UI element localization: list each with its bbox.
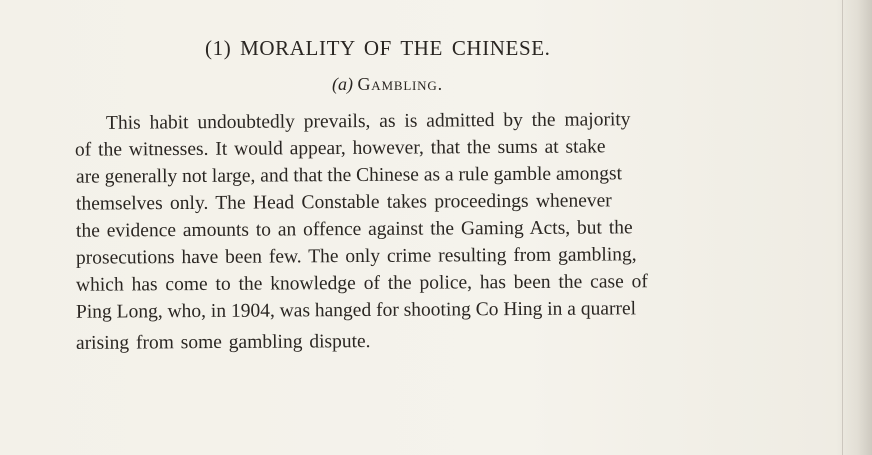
- paragraph-line: prosecutions have been few. The only crime resulting from gambling,: [75, 244, 637, 269]
- subsection-prefix: (a): [332, 74, 353, 94]
- paragraph-line: arising from some gambling dispute.: [75, 331, 371, 354]
- paragraph-line: Ping Long, who, in 1904, was hanged for shooting Co Hing in a quarrel: [75, 298, 637, 323]
- paragraph-line: the evidence amounts to an offence against the Gaming Acts, but the: [75, 217, 633, 242]
- paragraph-line: are generally not large, and that the Chinese as a rule gamble amongst: [75, 163, 623, 188]
- paragraph-line: themselves only. The Head Constable takes proceedings whenever: [75, 190, 612, 215]
- paragraph-line: of the witnesses. It would appear, however, that the sums at stake: [74, 136, 606, 161]
- paragraph-line: This habit undoubtedly prevails, as is admitted by the majority: [105, 109, 631, 134]
- subsection-label: Gambling.: [357, 74, 443, 94]
- section-title: (1) MORALITY OF THE CHINESE.: [205, 36, 551, 60]
- paragraph-line: which has come to the knowledge of the police, has been the case of: [75, 271, 648, 296]
